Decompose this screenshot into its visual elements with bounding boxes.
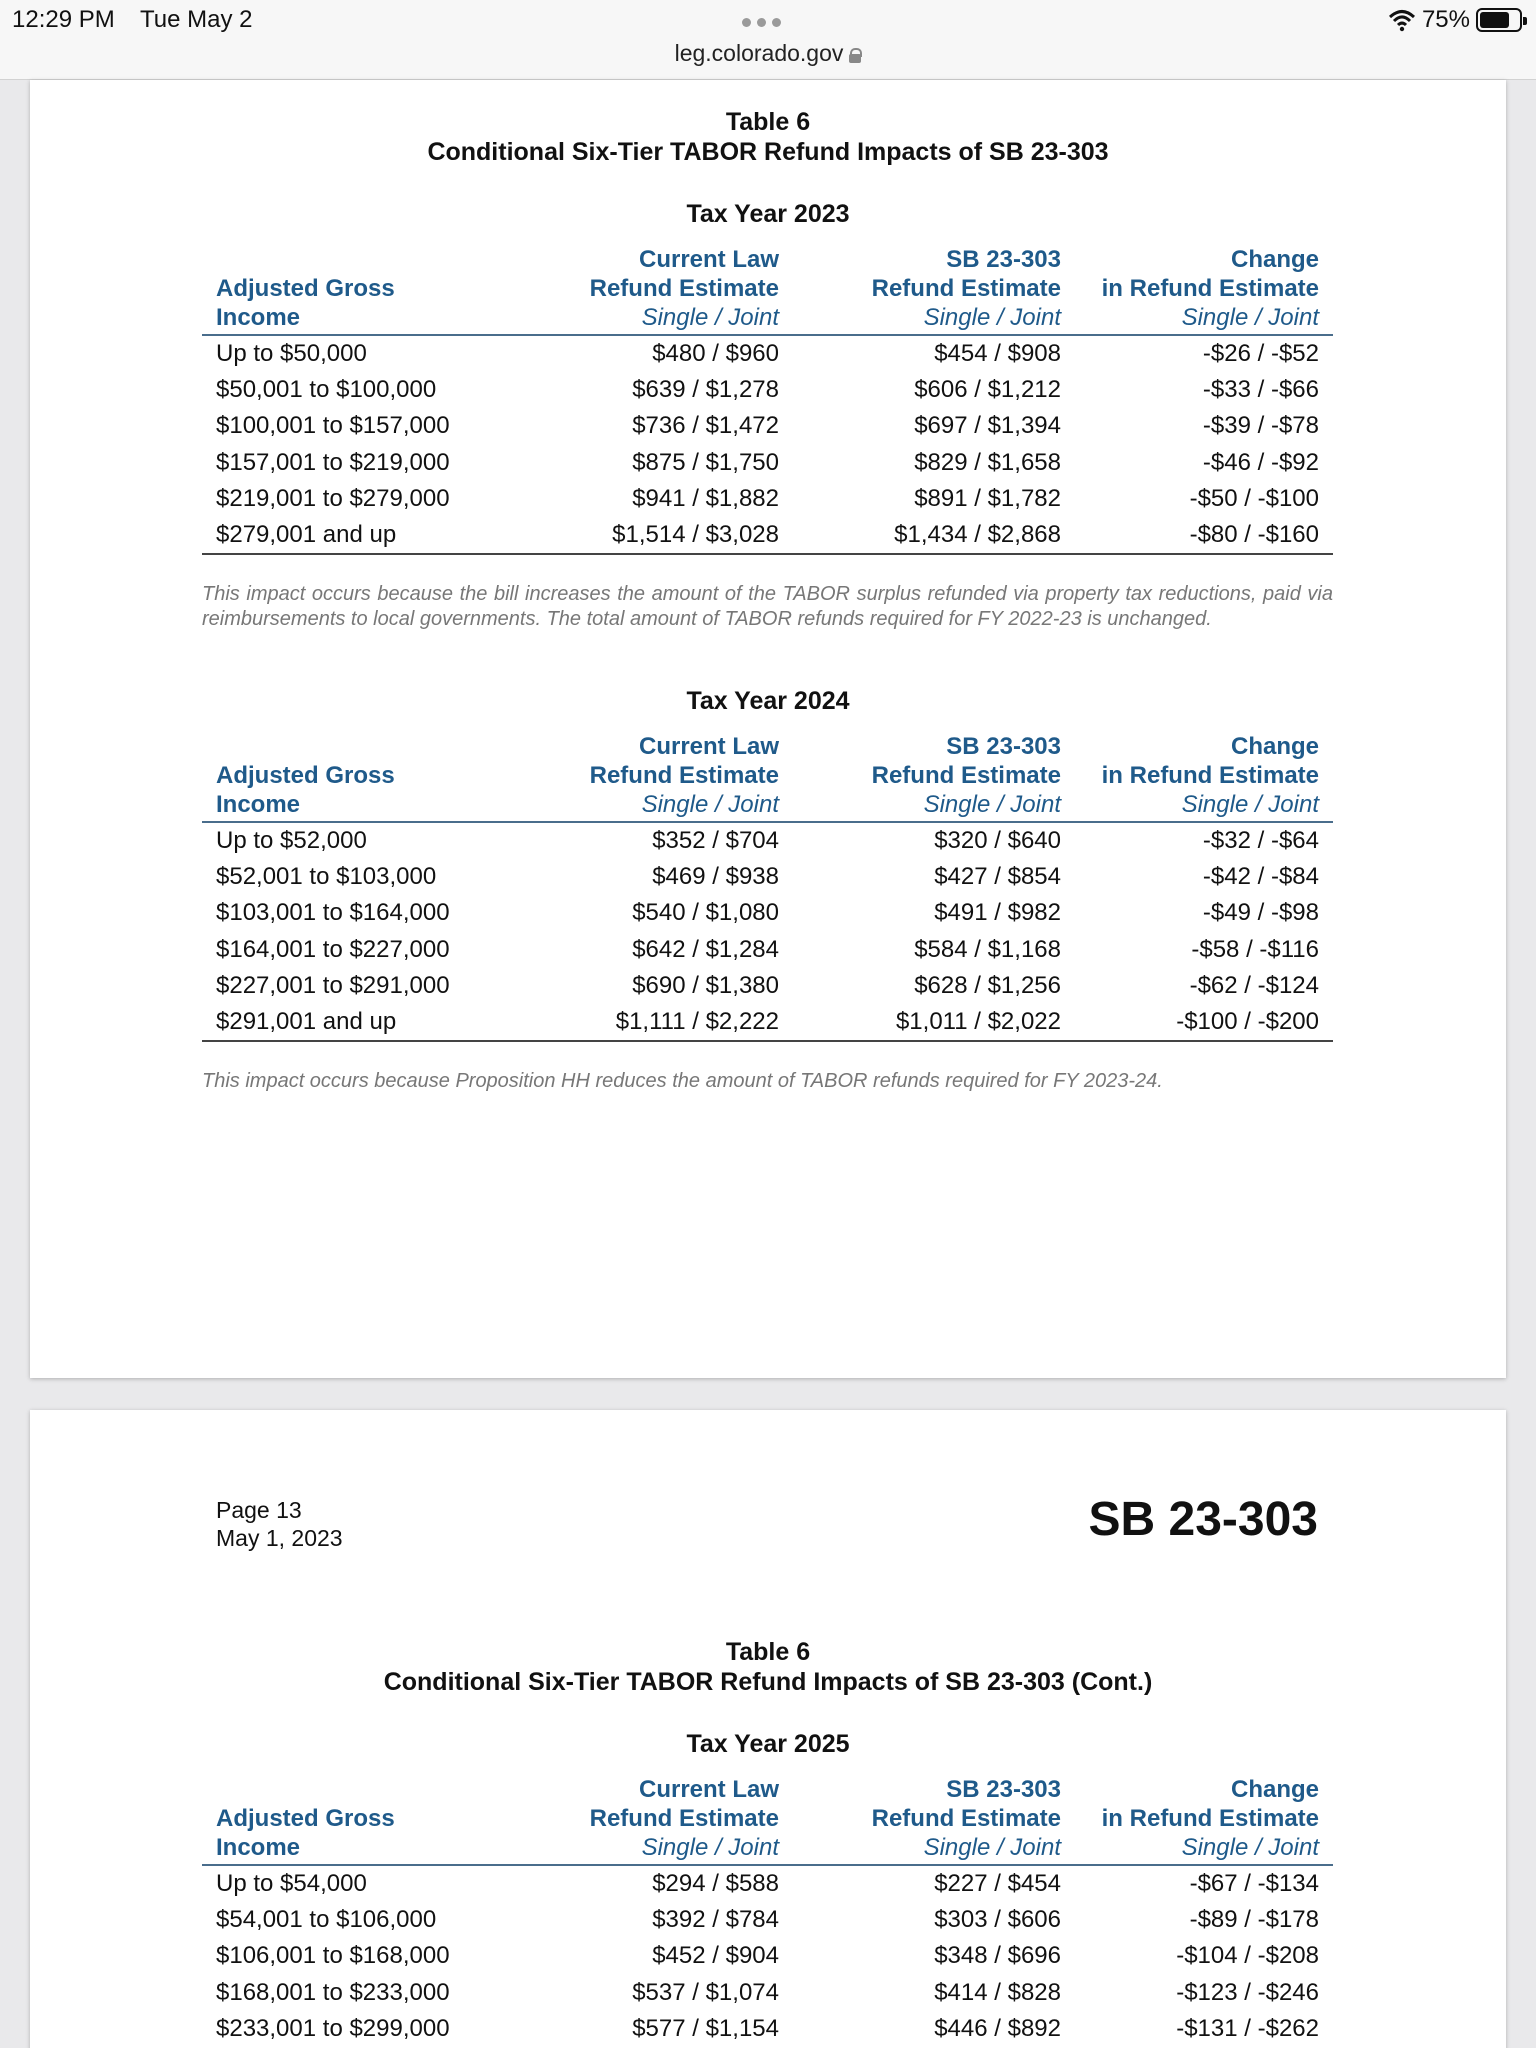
table-body [202, 1866, 1333, 2047]
table-row [202, 336, 1333, 372]
table-cell: -$42 / -$84 [1202, 863, 1319, 891]
table-cell: $414 / $828 [934, 1978, 1061, 2006]
agi-header [216, 274, 395, 332]
table-cell: $628 / $1,256 [914, 971, 1061, 999]
table-cell: $50,001 to $100,000 [216, 376, 437, 404]
header-text: Income [216, 304, 301, 331]
status-date: Tue May 2 [140, 6, 253, 33]
page-number: Page 13 [216, 1497, 302, 1523]
table-cell: $480 / $960 [652, 340, 779, 367]
table-cell: $157,001 to $219,000 [216, 448, 450, 476]
table-cell: $164,001 to $227,000 [216, 935, 450, 963]
table-cell: $392 / $784 [652, 1906, 779, 1934]
header-text: Refund Estimate [871, 1805, 1061, 1832]
header-text: in Refund Estimate [1101, 1805, 1319, 1832]
bill-estimate-header [872, 245, 1061, 332]
header-subtext: Single / Joint [1181, 304, 1319, 331]
lock-icon [849, 48, 861, 62]
table-cell: -$49 / -$98 [1202, 899, 1319, 927]
table-cell: $491 / $982 [934, 899, 1061, 927]
table-cell: $352 / $704 [652, 827, 779, 854]
table-cell: -$100 / -$200 [1176, 1007, 1319, 1035]
header-text: Income [216, 791, 301, 818]
table-body [202, 823, 1333, 1042]
table-cell: $452 / $904 [652, 1942, 779, 1970]
table-row [202, 481, 1333, 517]
table-title: Conditional Six-Tier TABOR Refund Impacts of SB 23-303 (Cont.) [383, 1668, 1153, 1696]
table-cell: -$26 / -$52 [1202, 340, 1319, 367]
header-text: Refund Estimate [589, 762, 779, 789]
table-cell: $427 / $854 [934, 863, 1061, 891]
table-cell: $320 / $640 [934, 827, 1061, 854]
table-row [202, 408, 1333, 444]
header-text: Adjusted Gross [216, 762, 395, 789]
table-cell: Up to $54,000 [216, 1870, 367, 1897]
table-cell: $639 / $1,278 [632, 376, 779, 404]
table-cell: $54,001 to $106,000 [216, 1906, 437, 1934]
header-subtext: Single / Joint [1181, 1834, 1319, 1861]
table-row [202, 2011, 1333, 2047]
change-header [1102, 245, 1319, 332]
table-row [202, 823, 1333, 859]
table-cell: $103,001 to $164,000 [216, 899, 450, 927]
header-text: Current Law [638, 1776, 779, 1803]
table-row [202, 859, 1333, 895]
table-cell: $1,111 / $2,222 [615, 1007, 779, 1035]
battery-icon [1476, 8, 1522, 32]
page-number-block [216, 1496, 343, 1552]
table-cell: -$50 / -$100 [1189, 484, 1319, 512]
table-body [202, 336, 1333, 555]
bill-estimate-header [872, 732, 1061, 819]
battery-percent: 75% [1421, 6, 1470, 33]
header-text: Refund Estimate [589, 1805, 779, 1832]
table-cell: $446 / $892 [934, 2014, 1061, 2042]
table-cell: $168,001 to $233,000 [216, 1978, 450, 2006]
header-subtext: Single / Joint [1181, 791, 1319, 818]
bill-number: SB 23-303 [1088, 1493, 1318, 1546]
header-text: SB 23-303 [946, 246, 1061, 273]
table-cell: $577 / $1,154 [632, 2014, 779, 2042]
header-text: Refund Estimate [589, 275, 779, 302]
table-cell: $454 / $908 [934, 340, 1061, 367]
table-row [202, 968, 1333, 1004]
change-header [1102, 1775, 1319, 1862]
table-row [202, 895, 1333, 931]
table-cell: $736 / $1,472 [632, 412, 779, 440]
table-cell: $233,001 to $299,000 [216, 2014, 450, 2042]
table-cell: $291,001 and up [216, 1007, 397, 1035]
table-cell: Up to $52,000 [216, 827, 367, 854]
header-text: SB 23-303 [946, 733, 1061, 760]
table-cell: -$46 / -$92 [1202, 448, 1319, 476]
table-footnote: This impact occurs because Proposition HH reduces the amount of TABOR refunds required for FY 2023-24. [202, 1070, 1163, 1092]
header-subtext: Single / Joint [923, 1834, 1061, 1861]
table-cell: -$80 / -$160 [1189, 520, 1319, 548]
table-row [202, 1975, 1333, 2011]
status-indicators [1388, 6, 1522, 34]
header-text: in Refund Estimate [1101, 762, 1319, 789]
table-title: Conditional Six-Tier TABOR Refund Impacts of SB 23-303 [427, 138, 1109, 166]
status-time: 12:29 PM [12, 6, 115, 33]
table-cell: $829 / $1,658 [914, 448, 1061, 476]
table-cell: $584 / $1,168 [914, 935, 1061, 963]
current-law-header [590, 732, 779, 819]
table-cell: $891 / $1,782 [914, 484, 1061, 512]
table-cell: $1,434 / $2,868 [894, 520, 1061, 548]
table-row [202, 1902, 1333, 1938]
table-header [202, 1770, 1333, 1866]
header-text: SB 23-303 [946, 1776, 1061, 1803]
header-text: Change [1230, 733, 1319, 760]
more-dots-icon[interactable] [742, 18, 781, 27]
table-cell: $100,001 to $157,000 [216, 412, 450, 440]
header-text: Change [1230, 246, 1319, 273]
header-subtext: Single / Joint [641, 1834, 779, 1861]
table-cell: $875 / $1,750 [632, 448, 779, 476]
refund-table-2024 [202, 727, 1333, 1042]
bill-estimate-header [872, 1775, 1061, 1862]
header-text: Refund Estimate [871, 275, 1061, 302]
header-text: Current Law [638, 246, 779, 273]
table-footnote: This impact occurs because the bill increases the amount of the TABOR surplus refunded via property tax reductions, paid via reimbursements to local governments. The total amount of TABOR refunds required for FY 2022-23 is unchanged. [202, 583, 1333, 630]
tax-year-heading: Tax Year 2025 [686, 1730, 850, 1758]
table-cell: $348 / $696 [934, 1942, 1061, 1970]
header-text: Change [1230, 1776, 1319, 1803]
table-header [202, 727, 1333, 823]
table-cell: Up to $50,000 [216, 340, 367, 367]
table-cell: -$39 / -$78 [1202, 412, 1319, 440]
wifi-icon [1388, 8, 1416, 32]
header-subtext: Single / Joint [923, 304, 1061, 331]
table-cell: -$58 / -$116 [1191, 935, 1319, 963]
agi-header [216, 761, 395, 819]
browser-top-bar [0, 0, 1536, 80]
table-row [202, 1004, 1333, 1040]
table-cell: -$33 / -$66 [1202, 376, 1319, 404]
table-cell: -$89 / -$178 [1189, 1906, 1319, 1934]
table-cell: $606 / $1,212 [914, 376, 1061, 404]
table-cell: $1,011 / $2,022 [895, 1007, 1061, 1035]
table-row [202, 932, 1333, 968]
table-row [202, 445, 1333, 481]
table-row [202, 1938, 1333, 1974]
table-cell: $219,001 to $279,000 [216, 484, 450, 512]
tax-year-heading: Tax Year 2024 [686, 687, 850, 715]
table-row [202, 1866, 1333, 1902]
table-cell: $106,001 to $168,000 [216, 1942, 450, 1970]
table-cell: $540 / $1,080 [632, 899, 779, 927]
header-text: Refund Estimate [871, 762, 1061, 789]
header-subtext: Single / Joint [641, 791, 779, 818]
table-cell: $1,514 / $3,028 [612, 520, 779, 548]
table-cell: -$104 / -$208 [1176, 1942, 1319, 1970]
table-label: Table 6 [725, 1638, 811, 1666]
table-cell: $642 / $1,284 [632, 935, 779, 963]
table-cell: -$67 / -$134 [1189, 1870, 1319, 1897]
table-row [202, 517, 1333, 553]
header-text: Adjusted Gross [216, 275, 395, 302]
agi-header [216, 1804, 395, 1862]
change-header [1102, 732, 1319, 819]
table-cell: -$131 / -$262 [1176, 2014, 1319, 2042]
table-cell: $941 / $1,882 [632, 484, 779, 512]
table-cell: $303 / $606 [934, 1906, 1061, 1934]
header-subtext: Single / Joint [923, 791, 1061, 818]
document-page-13 [30, 1410, 1506, 2048]
table-cell: $279,001 and up [216, 520, 397, 548]
page-date: May 1, 2023 [216, 1525, 343, 1551]
table-cell: $52,001 to $103,000 [216, 863, 437, 891]
header-text: in Refund Estimate [1101, 275, 1319, 302]
table-cell: -$62 / -$124 [1189, 971, 1319, 999]
table-cell: $227,001 to $291,000 [216, 971, 450, 999]
table-cell: $227 / $454 [934, 1870, 1061, 1897]
header-text: Adjusted Gross [216, 1805, 395, 1832]
table-header [202, 240, 1333, 336]
refund-table-2025 [202, 1770, 1333, 2047]
document-page-12 [30, 80, 1506, 1378]
header-text: Current Law [638, 733, 779, 760]
table-cell: $469 / $938 [652, 863, 779, 891]
address-bar[interactable] [0, 40, 1536, 67]
table-cell: $697 / $1,394 [914, 412, 1061, 440]
header-text: Income [216, 1834, 301, 1861]
header-subtext: Single / Joint [641, 304, 779, 331]
table-cell: -$123 / -$246 [1176, 1978, 1319, 2006]
table-label: Table 6 [725, 108, 811, 136]
current-law-header [590, 245, 779, 332]
current-law-header [590, 1775, 779, 1862]
tax-year-heading: Tax Year 2023 [686, 200, 850, 228]
table-cell: -$32 / -$64 [1202, 827, 1319, 854]
table-cell: $294 / $588 [652, 1870, 779, 1897]
table-cell: $537 / $1,074 [632, 1978, 779, 2006]
table-cell: $690 / $1,380 [632, 971, 779, 999]
refund-table-2023 [202, 240, 1333, 555]
url-text: leg.colorado.gov [674, 40, 844, 66]
table-row [202, 372, 1333, 408]
